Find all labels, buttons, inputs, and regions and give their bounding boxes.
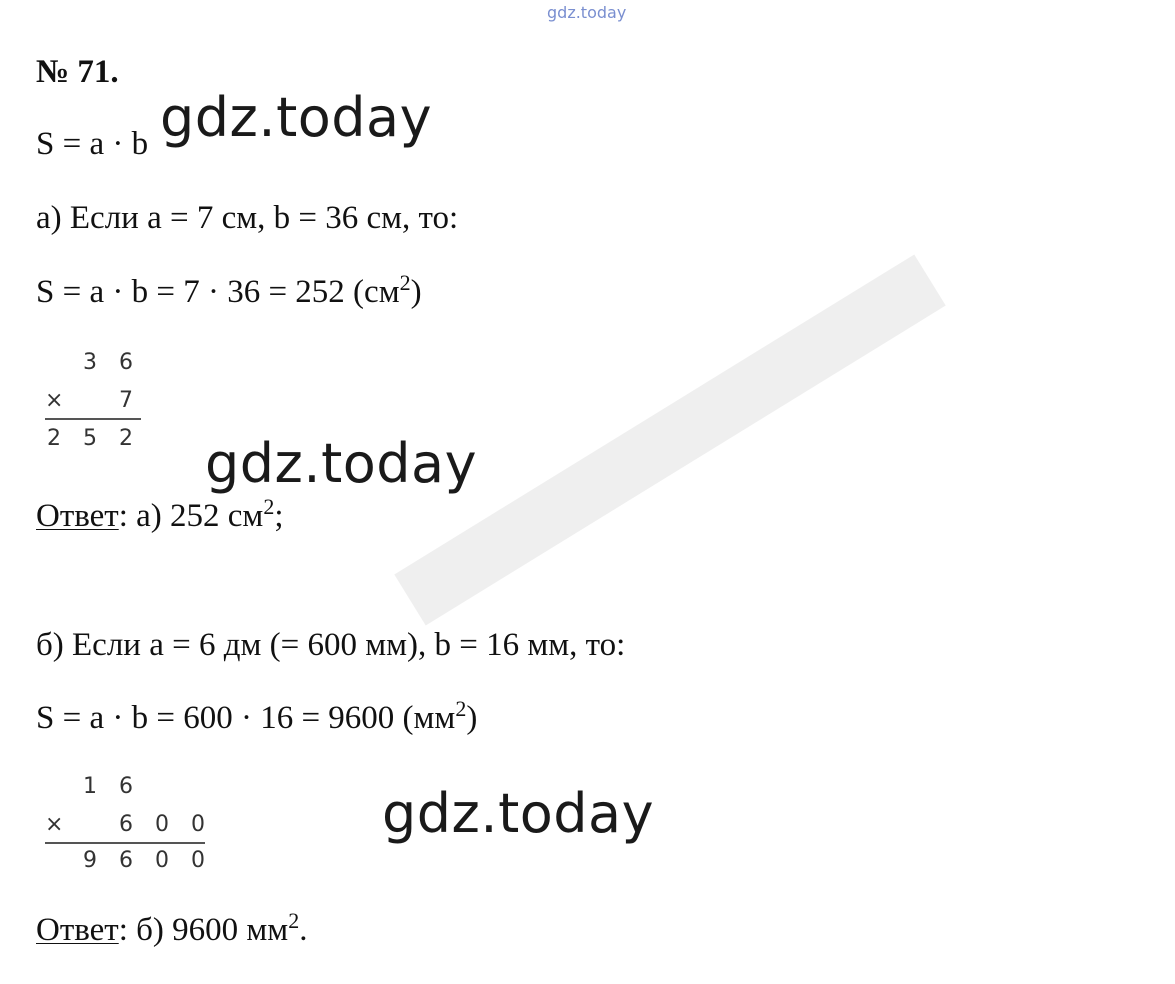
digit: 6	[119, 848, 133, 873]
multiply-sign: ×	[45, 812, 64, 837]
digit: 6	[119, 350, 133, 375]
answer-end: .	[299, 912, 308, 948]
part-a-column-multiplier	[108, 388, 144, 413]
part-a-column-line	[45, 418, 141, 420]
part-a-calculation	[36, 270, 422, 310]
digit: 0	[155, 848, 169, 873]
part-b-column-line	[45, 842, 205, 844]
answer-exponent: 2	[263, 494, 275, 519]
area-formula: S = a · b	[36, 126, 149, 162]
part-a-column-top	[72, 350, 144, 375]
digit: 7	[119, 388, 133, 413]
answer-exponent: 2	[288, 908, 300, 933]
part-b-calc-text: S = a · b = 600 · 16 = 9600 (мм	[36, 700, 456, 736]
digit: 6	[119, 774, 133, 799]
part-b-column-result	[72, 848, 216, 873]
digit: 0	[191, 812, 205, 837]
digit: 3	[83, 350, 97, 375]
digit: 5	[83, 426, 97, 451]
middle-watermark: gdz.today	[205, 432, 478, 495]
digit: 2	[47, 426, 61, 451]
digit: 0	[191, 848, 205, 873]
part-b-calculation	[36, 696, 478, 736]
answer-text: : б) 9600 мм	[118, 912, 289, 948]
part-a-condition: а) Если a = 7 см, b = 36 см, то:	[36, 200, 459, 236]
part-b-answer	[36, 908, 308, 948]
bottom-watermark: gdz.today	[382, 782, 655, 845]
part-a-calc-exponent: 2	[399, 270, 411, 295]
part-b-column-multiplier	[108, 812, 216, 837]
problem-number: № 71.	[36, 54, 119, 90]
part-a-column-result	[36, 426, 144, 451]
answer-end: ;	[274, 498, 284, 534]
part-a-calc-close: )	[410, 274, 422, 310]
answer-label: Ответ	[36, 498, 119, 534]
digit: 9	[83, 848, 97, 873]
digit: 1	[83, 774, 97, 799]
answer-text: : а) 252 см	[118, 498, 264, 534]
answer-label: Ответ	[36, 912, 119, 948]
inline-watermark: gdz.today	[160, 86, 433, 149]
part-b-column-top	[72, 774, 144, 799]
digit: 0	[155, 812, 169, 837]
part-b-calc-close: )	[466, 700, 478, 736]
digit: 2	[119, 426, 133, 451]
multiply-sign: ×	[45, 388, 64, 413]
top-watermark: gdz.today	[547, 3, 627, 22]
digit: 6	[119, 812, 133, 837]
part-a-answer	[36, 494, 284, 534]
part-a-calc-text: S = a · b = 7 · 36 = 252 (см	[36, 274, 400, 310]
part-b-condition: б) Если a = 6 дм (= 600 мм), b = 16 мм, то:	[36, 627, 626, 663]
part-b-calc-exponent: 2	[455, 696, 467, 721]
